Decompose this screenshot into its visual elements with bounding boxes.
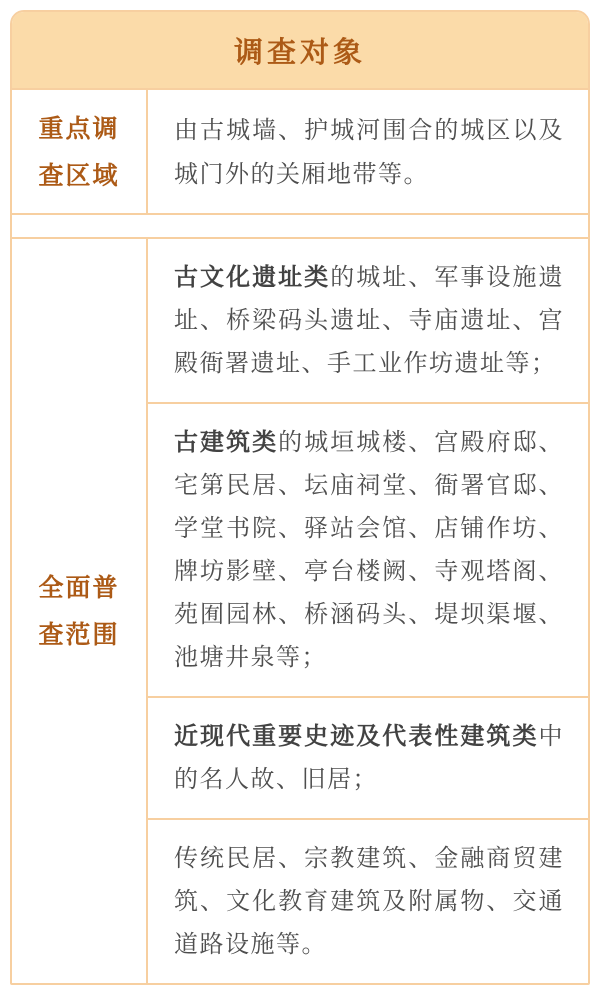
scope-item-modern-sites-bold: 近现代重要史迹及代表性建筑类 (174, 722, 539, 750)
focus-area-label: 重点调查区域 (12, 90, 148, 213)
scope-row (12, 239, 588, 983)
focus-area-text: 由古城墙、护城河围合的城区以及城门外的关厢地带等。 (174, 115, 564, 188)
scope-item-ancient-buildings-text: 的城垣城楼、宫殿府邸、宅第民居、坛庙祠堂、衙署官邸、学堂书院、驿站会馆、店铺作坊、牌坊影壁、亭台楼阙、寺观塔阁、苑囿园林、桥涵码头、堤坝渠堰、池塘井泉等； (174, 428, 565, 671)
scope-item-modern-sites-text: 中的名人故、旧居； (174, 722, 564, 793)
scope-item-ancient-sites (148, 239, 588, 402)
focus-area-row (12, 90, 588, 215)
spacer-row (12, 215, 588, 239)
scope-item-other-buildings (148, 818, 588, 983)
scope-item-modern-sites (148, 696, 588, 818)
scope-items (148, 239, 588, 983)
scope-item-ancient-sites-text: 的城址、军事设施遗址、桥梁码头遗址、寺庙遗址、宫殿衙署遗址、手工业作坊遗址等； (174, 263, 565, 377)
focus-area-content (148, 90, 588, 213)
table-title: 调查对象 (12, 12, 588, 90)
scope-item-ancient-buildings-bold: 古建筑类 (174, 428, 279, 456)
scope-item-other-buildings-text: 传统民居、宗教建筑、金融商贸建筑、文化教育建筑及附属物、交通道路设施等。 (174, 844, 564, 958)
scope-item-ancient-sites-bold: 古文化遗址类 (174, 263, 331, 291)
scope-label: 全面普查范围 (12, 239, 148, 983)
survey-table (10, 10, 590, 985)
scope-item-ancient-buildings (148, 402, 588, 696)
